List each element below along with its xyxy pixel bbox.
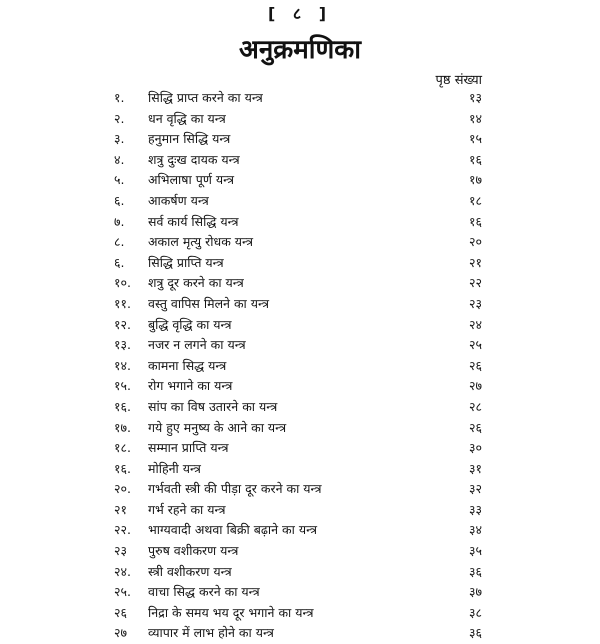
toc-entry: [114, 623, 482, 644]
entry-page: ३८: [468, 604, 482, 620]
toc-entry: [114, 479, 482, 500]
toc-entry: [114, 459, 482, 480]
entry-title: शत्रु दूर करने का यन्त्र: [148, 275, 244, 291]
toc-entry: [114, 541, 482, 562]
toc-entry: [114, 438, 482, 459]
entry-number: ६.: [114, 192, 125, 208]
entry-title: वस्तु वापिस मिलने का यन्त्र: [148, 295, 269, 311]
entry-title: शत्रु दुःख दायक यन्त्र: [148, 151, 240, 167]
entry-number: १०.: [114, 275, 131, 291]
entry-number: १६.: [114, 398, 131, 414]
entry-title: अकाल मृत्यु रोधक यन्त्र: [148, 234, 253, 250]
entry-number: १६.: [114, 460, 131, 476]
toc-entry: [114, 232, 482, 253]
index-heading: अनुक्रमणिका: [238, 35, 362, 65]
entry-page: २६: [468, 419, 482, 435]
entry-number: १५.: [114, 378, 131, 394]
entry-page: २८: [468, 398, 482, 414]
entry-title: सिद्धि प्राप्ति यन्त्र: [148, 254, 224, 270]
entry-title: व्यापार में लाभ होने का यन्त्र: [148, 625, 274, 641]
entry-title: सिद्धि प्राप्त करने का यन्त्र: [148, 90, 263, 105]
toc-entry: [114, 273, 482, 294]
entry-title: गर्भवती स्त्री की पीड़ा दूर करने का यन्त्र: [148, 481, 322, 497]
entry-page: ३१: [468, 460, 482, 476]
entry-title: वाचा सिद्ध करने का यन्त्र: [148, 584, 260, 600]
entry-title: रोग भगाने का यन्त्र: [148, 378, 233, 394]
entry-page: २०: [468, 234, 482, 250]
entry-page: ३०: [468, 440, 482, 456]
toc-entry: [114, 315, 482, 336]
entry-title: गये हुए मनुष्य के आने का यन्त्र: [148, 419, 287, 435]
entry-page: ३६: [468, 563, 482, 579]
entry-title: सम्मान प्राप्ति यन्त्र: [148, 440, 229, 456]
entry-number: ३.: [114, 131, 125, 147]
entry-title: गर्भ रहने का यन्त्र: [148, 501, 226, 517]
entry-page: १४: [468, 110, 482, 126]
entry-page: २६: [468, 357, 482, 373]
entry-number: २५.: [114, 584, 131, 600]
toc-entry: [114, 212, 482, 233]
entry-number: २१: [114, 501, 128, 517]
entry-number: २०.: [114, 481, 131, 497]
entry-page: ३३: [468, 501, 482, 517]
table-of-contents: [114, 88, 482, 644]
entry-number: २.: [114, 110, 125, 126]
entry-number: ४.: [114, 151, 125, 167]
entry-number: ६.: [114, 254, 125, 270]
toc-entry: [114, 150, 482, 171]
page-number: [ ८ ]: [267, 4, 333, 23]
entry-title: कामना सिद्ध यन्त्र: [148, 357, 227, 373]
toc-entry: [114, 520, 482, 541]
entry-page: १६: [468, 151, 482, 167]
entry-number: १७.: [114, 419, 131, 435]
entry-number: ७.: [114, 213, 125, 229]
entry-number: १.: [114, 90, 125, 105]
entry-title: सर्व कार्य सिद्धि यन्त्र: [148, 213, 239, 229]
toc-entry: [114, 170, 482, 191]
entry-page: ३७: [468, 584, 482, 600]
toc-entry: [114, 500, 482, 521]
entry-title: निद्रा के समय भय दूर भगाने का यन्त्र: [148, 604, 314, 620]
entry-page: २५: [468, 337, 482, 353]
entry-title: बुद्धि वृद्धि का यन्त्र: [148, 316, 232, 332]
entry-number: ८.: [114, 234, 125, 250]
toc-entry: [114, 418, 482, 439]
entry-title: आकर्षण यन्त्र: [148, 192, 209, 208]
toc-entry: [114, 603, 482, 624]
toc-entry: [114, 109, 482, 130]
entry-title: नजर न लगने का यन्त्र: [148, 337, 246, 353]
entry-page: १३: [468, 90, 482, 105]
toc-entry: [114, 562, 482, 583]
toc-entry: [114, 356, 482, 377]
entry-page: ३६: [468, 625, 482, 641]
entry-page: २३: [468, 295, 482, 311]
entry-number: २२.: [114, 522, 131, 538]
toc-entry: [114, 376, 482, 397]
entry-number: १८.: [114, 440, 131, 456]
entry-page: २४: [468, 316, 482, 332]
entry-page: १७: [468, 172, 482, 188]
entry-title: पुरुष वशीकरण यन्त्र: [148, 543, 239, 559]
entry-number: ११.: [114, 295, 131, 311]
entry-page: १८: [468, 192, 482, 208]
entry-title: भाग्यवादी अथवा बिक्री बढ़ाने का यन्त्र: [148, 522, 318, 538]
entry-title: हनुमान सिद्धि यन्त्र: [148, 131, 231, 147]
toc-entry: [114, 253, 482, 274]
entry-number: १२.: [114, 316, 131, 332]
entry-page: १५: [468, 131, 482, 147]
page-column-label: पृष्ठ संख्या: [435, 73, 482, 88]
entry-page: २२: [468, 275, 482, 291]
entry-page: २१: [468, 254, 482, 270]
entry-page: १६: [468, 213, 482, 229]
entry-page: ३४: [468, 522, 482, 538]
entry-number: ५.: [114, 172, 125, 188]
toc-entry: [114, 129, 482, 150]
entry-number: २४.: [114, 563, 131, 579]
entry-page: ३२: [468, 481, 482, 497]
entry-title: सांप का विष उतारने का यन्त्र: [148, 398, 278, 414]
entry-page: २७: [468, 378, 482, 394]
entry-title: मोहिनी यन्त्र: [148, 460, 201, 476]
entry-number: १३.: [114, 337, 131, 353]
toc-entry: [114, 335, 482, 356]
entry-title: धन वृद्धि का यन्त्र: [148, 110, 226, 126]
entry-title: अभिलाषा पूर्ण यन्त्र: [148, 172, 235, 188]
toc-entry: [114, 191, 482, 212]
entry-page: ३५: [468, 543, 482, 559]
toc-entry: [114, 397, 482, 418]
entry-title: स्त्री वशीकरण यन्त्र: [148, 563, 232, 579]
toc-entry: [114, 294, 482, 315]
entry-number: १४.: [114, 357, 131, 373]
toc-entry: [114, 88, 482, 109]
entry-number: २३: [114, 543, 128, 559]
entry-number: २७: [114, 625, 128, 641]
entry-number: २६: [114, 604, 128, 620]
